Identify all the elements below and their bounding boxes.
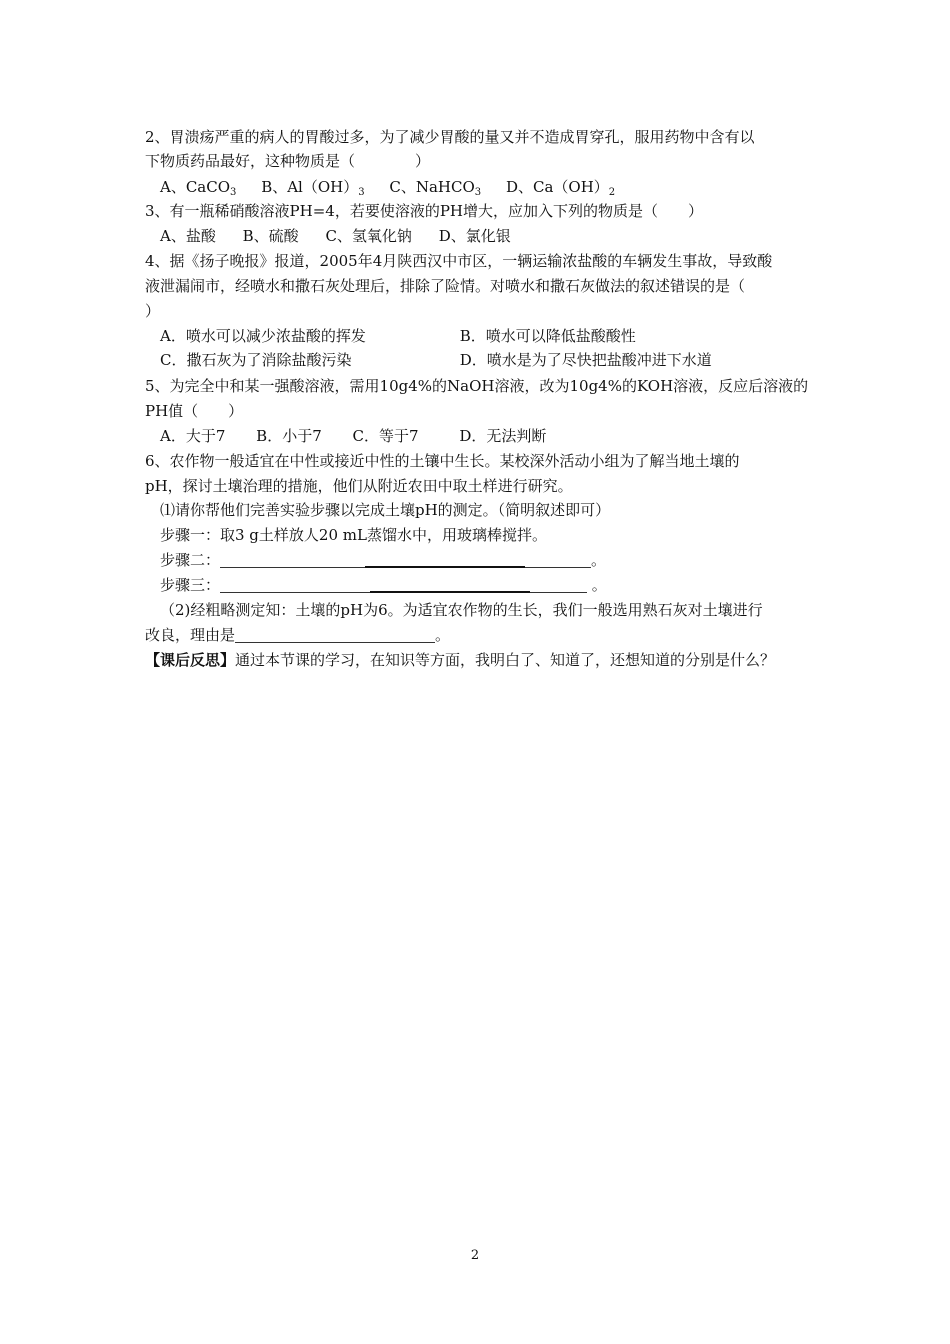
q6-step3-blank-c	[530, 578, 587, 593]
reflection-text: 通过本节课的学习，在知识等方面，我明白了、知道了，还想知道的分别是什么？	[235, 651, 776, 669]
q6-step2: 步骤二： 。	[160, 551, 607, 569]
q6-step2-blank-c	[525, 553, 591, 568]
page-number: 2	[470, 1248, 480, 1263]
q6-part2-line2: 改良，理由是 。	[145, 626, 451, 644]
q5-option-c: C．等于7	[352, 427, 419, 445]
q6-reason-blank	[235, 628, 435, 643]
q3-option-c: C、氢氧化钠	[325, 227, 412, 245]
q6-step2-label: 步骤二：	[160, 551, 221, 569]
q3-option-b: B、硫酸	[242, 227, 299, 245]
q2-option-c: C、NaHCO$_3$	[389, 178, 482, 198]
q6-line2: pH，探讨土壤治理的措施，他们从附近农田中取土样进行研究。	[145, 477, 573, 495]
q3-line1: 3、有一瓶稀硝酸溶液PH=4，若要使溶液的PH增大，应加入下列的物质是（ ）	[145, 202, 704, 220]
q4-line3: ）	[145, 302, 161, 320]
q6-step2-blank-b	[365, 552, 525, 568]
q5-option-b: B．小于7	[256, 427, 322, 445]
q5-option-a: A．大于7	[160, 427, 226, 445]
q6-part1: ⑴请你帮他们完善实验步骤以完成土壤pH的测定。（简明叙述即可）	[160, 501, 611, 519]
q5-line1: 5、为完全中和某一强酸溶液，需用10g4%的NaOH溶液，改为10g4%的KOH溶液，反应后溶液的	[145, 377, 809, 395]
q4-line1: 4、据《扬子晚报》报道，2005年4月陕西汉中市区，一辆运输浓盐酸的车辆发生事故，导致酸	[145, 252, 773, 270]
q6-step1: 步骤一：取3 g土样放人20 mL蒸馏水中，用玻璃棒搅拌。	[160, 526, 547, 544]
q6-step3-label: 步骤三：	[160, 576, 221, 594]
q3-option-a: A、盐酸	[160, 227, 216, 245]
q5-line2: PH值（ ）	[145, 402, 244, 420]
q2-line1: 2、胃溃疡严重的病人的胃酸过多，为了减少胃酸的量又并不造成胃穿孔，服用药物中含有以	[145, 128, 755, 146]
reflection	[145, 650, 815, 670]
q2-option-a: A、CaCO$_3$	[160, 178, 237, 198]
q5-option-d: D．无法判断	[459, 427, 547, 445]
q6-line1: 6、农作物一般适宜在中性或接近中性的土镶中生长。某校深外活动小组为了解当地土壤的	[145, 452, 740, 470]
q3-options	[160, 226, 830, 246]
q2-options	[160, 177, 830, 203]
q4-option-d: D．喷水是为了尽快把盐酸冲进下水道	[459, 351, 712, 369]
q4-option-a: A．喷水可以减少浓盐酸的挥发	[160, 327, 366, 345]
q6-step3-blank-a	[220, 578, 370, 593]
q6-step3-blank-b	[370, 577, 530, 593]
q2-option-d: D、$Ca(OH)_2$	[505, 178, 616, 198]
q3-option-d: D、氯化银	[438, 227, 511, 245]
q4-options-row2	[160, 350, 830, 370]
q6-part2-line1: （2)经粗略测定知：土壤的pH为6。为适宜农作物的生长，我们一般选用熟石灰对土壤进行	[160, 601, 763, 619]
q4-line2: 液泄漏闹市，经喷水和撒石灰处理后，排除了险情。对喷水和撒石灰做法的叙述错误的是（	[145, 277, 746, 295]
q4-option-b: B．喷水可以降低盐酸酸性	[459, 327, 636, 345]
reflection-label: 【课后反思】	[145, 651, 236, 669]
q6-step3: 步骤三： 。	[160, 576, 607, 594]
q2-line2: 下物质药品最好，这种物质是（ ）	[145, 152, 431, 170]
q6-step2-blank-a	[220, 553, 365, 568]
q5-options	[160, 426, 830, 446]
q4-options-row1	[160, 326, 830, 346]
q2-option-b: B、$Al(OH)_3$	[261, 178, 365, 198]
q4-option-c: C．撒石灰为了消除盐酸污染	[160, 351, 352, 369]
